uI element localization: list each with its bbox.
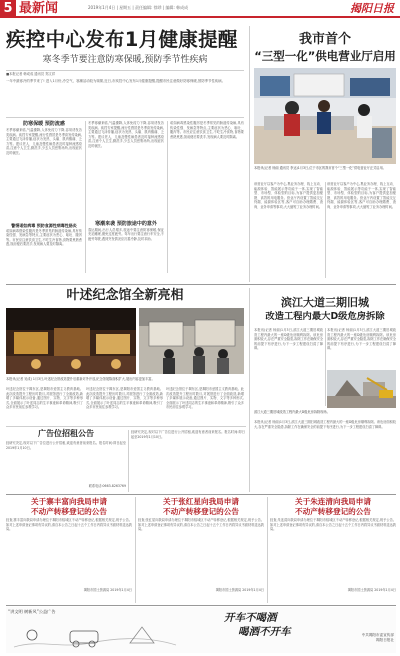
notice-3 [270,497,396,603]
notice-2-sign: 揭阳市国土资源局 2019年1月4日 [215,588,264,592]
museum-title: 叶述纪念馆全新亮相 [66,288,184,303]
page-number: 5 [0,0,16,18]
psa-credit-2: 揭阳日报社 [376,638,394,642]
psa-slogan-1: 开车不喝酒 [224,612,277,624]
power-hall-caption: 本报讯(记者 杨丽 通讯员 李达)1月3日,位于市区的我市首个“三型一化”供电营业厅正式启用。 [254,166,386,170]
demolition-text-1: 本报讯(记者 杨丽)1月3日,滨江大道三期旧城改造工程内最大的一座D级危房顺利拆除。该危房面积较大,存在严重安全隐患,拆除工作在确保安全的前提下有序进行,为下一步工程建设扫清了障碍。 [254,328,323,351]
notice-1-title-2: 不动产转移登记的公告 [31,506,107,516]
power-hall-photo [254,68,396,164]
ad-notice-title: 广告位招租公告 [38,429,94,438]
notice-2-title-2: 不动产转移登记的公告 [163,506,239,516]
demolition-caption: 滨江大道三期旧城改造工程内最大D级危房拆除现场。 [254,410,330,414]
lead-text-a: 冬季寒潮来临,气温骤降,人体免疫力下降,容易诱发各类疾病。疾控专家提醒,流行性感冒是冬季高发传染病,主要通过飞沫传播,症状为发热、头痛、肌肉酸痛、乏力等。建议老人、儿童及慢性病患者及时接种流感疫苗,注意个人卫生,勤洗手,少去人员密集场所,出现症状及时就医。 [6,128,82,155]
power-hall-text-1: 该营业厅以客户为中心,集业务办理、线上互动、能源体验、智能展示等功能于一体,实现了智能型、市场型、体验型的目标,为客户提供更加便捷、高效的用电服务。营业厅内设置了智能交互终端、能源体验区等,客户可自助办理缴费、查询、业务申请等事项,大大缩短了业务办理时间。 [254,182,323,209]
demolition-title-2: 改造工程内最大D级危房拆除 [265,311,385,322]
psa-footer [6,607,396,653]
lead-text-b2: 诺如病毒感染性腹泻是冬季常见的肠道传染病,具有传染性强、发病急等特点,主要症状为恶心、呕吐、腹泻等。市民应注意饮食卫生,不吃生冷食物,食物要煮熟煮透,饭前便后要洗手,发现病人要及时隔离。 [170,121,244,139]
demolition-photo [327,370,396,408]
ad-notice-text-2: 经研究决定,现对以下广告位进行公开招租,欢迎有意者前来报名。报名时间:即日起至2019年1月10日。 [131,430,245,439]
lead-col-3 [170,121,244,271]
notice-3-sign: 揭阳市国土资源局 2019年1月4日 [347,588,396,592]
lead-text-a2: 冬季寒潮来临,气温骤降,人体免疫力下降,容易诱发各类疾病。疾控专家提醒,流行性感冒是冬季高发传染病,主要通过飞沫传播,症状为发热、头痛、肌肉酸痛、乏力等。建议老人、儿童及慢性病患者及时接种流感疫苗,注意个人卫生,勤洗手,少去人员密集场所,出现症状及时就医。 [88,121,164,148]
notice-2-text: 经查,张红星向我局申请办理位于揭阳市榕城区不动产转移登记,根据相关规定,现予公告。如对上述申请登记事项有异议的,请自本公告之日起十五个工作日内将异议书面材料送达我局。 [138,518,264,532]
museum-caption: 本报讯(记者 吴成) 1月3日,叶述纪念馆改造提升后重新对外开放,纪念馆展陈面积扩大,展出内容更加丰富。 [6,377,155,381]
psa-credit [338,633,394,643]
section-title: 最新闻 [19,1,59,16]
museum-text-1: 叶述纪念馆位于揭东区,是揭阳市爱国主义教育基地。此次改造提升工程历时数月,对展馆进行了全面改造,新增了多媒体展示设备,通过图片、实物、文字等多种形式,全面展示了叶述同志的生平事迹和革命精神,吸引了众多市民前往参观学习。 [6,387,83,410]
lead-subtitle: 寒冬季节要注意防寒保暖,预防季节性疾病 [42,55,208,65]
lead-sub-3: 寒潮来袭 预防旅途中的意外 [95,221,157,227]
psa-slogan [224,611,334,639]
date-line: 2019年1月4日 | 星期五 | 责任编辑: 徐珍 | 编辑: 韩成成 [88,5,189,10]
psa-slogan-2: 喝酒不开车 [238,626,291,638]
newspaper-brand: 揭阳日报 [350,2,394,15]
demolition-article [254,296,396,324]
power-hall-article [254,32,396,64]
psa-caption: “讲文明 树新风”公益广告 [8,609,56,614]
power-hall-title-1: 我市首个 [298,32,351,47]
museum-photo-2 [139,308,244,374]
lead-col-2 [88,121,164,268]
notice-3-text: 经查,朱连清向我局申请办理位于揭阳市榕城区不动产转移登记,根据相关规定,现予公告。如对上述申请登记事项有异议的,请自本公告之日起十五个工作日内将异议书面材料送达我局。 [270,518,396,532]
power-hall-text-2: 该营业厅以客户为中心,集业务办理、线上互动、能源体验、智能展示等功能于一体,实现了智能型、市场型、体验型的目标,为客户提供更加便捷、高效的用电服务。营业厅内设置了智能交互终端、能源体验区等,客户可自助办理缴费、查询、业务申请等事项,大大缩短了业务办理时间。 [327,182,396,209]
notice-1-text: 经查,寨丰富向我局申请办理位于揭阳市榕城区不动产转移登记,根据相关规定,现予公告。如对上述申请登记事项有异议的,请自本公告之日起十五个工作日内将异议书面材料送达我局。 [6,518,132,532]
notice-2 [138,497,264,603]
page-header [0,0,400,18]
lead-sub-1: 防寒保暖 预防流感 [23,121,65,127]
notice-1-title-1: 关于寨丰富向我局申请 [31,497,107,506]
notice-1 [6,497,132,603]
ad-notice-contact: 联系电话:0663-8263769 [88,484,126,488]
museum-text-3: 叶述纪念馆位于揭东区,是揭阳市爱国主义教育基地。此次改造提升工程历时数月,对展馆进行了全面改造,新增了多媒体展示设备,通过图片、实物、文字等多种形式,全面展示了叶述同志的生平事迹和革命精神,吸引了众多市民前往参观学习。 [166,387,244,410]
notice-3-title-2: 不动产转移登记的公告 [295,506,371,516]
lead-text-c: 春运期间,出行人员增多,旅途中要注意防寒保暖,保证充足睡眠,避免过度疲劳。驾车出行要注意行车安全,不疲劳驾驶,遇到突发情况应沉着冷静,及时求助。 [88,227,164,241]
psa-illustration [10,619,180,651]
museum-text-2: 叶述纪念馆位于揭东区,是揭阳市爱国主义教育基地。此次改造提升工程历时数月,对展馆进行了全面改造,新增了多媒体展示设备,通过图片、实物、文字等多种形式,全面展示了叶述同志的生平事迹和革命精神,吸引了众多市民前往参观学习。 [86,387,163,410]
demolition-title-1: 滨江大道三期旧城 [281,296,369,309]
psa-credit-1: 中共揭阳市委宣传部 [361,633,394,637]
notice-3-title-1: 关于朱连清向我局申请 [295,497,371,506]
lead-intro: 一年中最寒冷的季节来了! 进入1月份,冷空气、寒潮活动较为频繁,近日,市疾控中心发布1月健康提醒,提醒市民注意做好防寒保暖,预防季节性疾病。 [6,79,225,83]
lead-article [6,28,244,67]
lead-text-b: 诺如病毒感染性腹泻是冬季常见的肠道传染病,具有传染性强、发病急等特点,主要症状为恶心、呕吐、腹泻等。市民应注意饮食卫生,不吃生冷食物,食物要煮熟煮透,饭前便后要洗手,发现病人要及时隔离。 [6,228,82,247]
ad-notice-text: 经研究决定,现对以下广告位进行公开招租,欢迎有意者前来报名。报名时间:即日起至2019年1月10日。 [6,441,126,450]
notice-2-title-1: 关于张红星向我局申请 [163,497,239,506]
lead-title: 疾控中心发布1月健康提醒 [6,28,238,51]
museum-photo-1 [6,308,136,374]
lead-byline: ■本报记者 韩成成 通讯员 郑文祥 [6,72,56,76]
notice-1-sign: 揭阳市国土资源局 2019年1月4日 [83,588,132,592]
lead-sub-2: 警惕诺如病毒 预防食源性病毒性肠炎 [11,223,77,228]
power-hall-title-2: “三型一化”供电营业厅启用 [254,49,396,63]
demolition-text-2: 本报讯(记者 杨丽)1月3日,滨江大道三期旧城改造工程内最大的一座D级危房顺利拆除。该危房面积较大,存在严重安全隐患,拆除工作在确保安全的前提下有序进行,为下一步工程建设扫清了障碍。 [327,328,396,351]
demolition-text-3: 本报讯(记者 杨丽)1月3日,滨江大道三期旧城改造工程内最大的一座D级危房顺利拆除。该危房面积较大,存在严重安全隐患,拆除工作在确保安全的前提下有序进行,为下一步工程建设扫清了障碍。 [254,420,396,429]
lead-col-1 [6,121,82,265]
